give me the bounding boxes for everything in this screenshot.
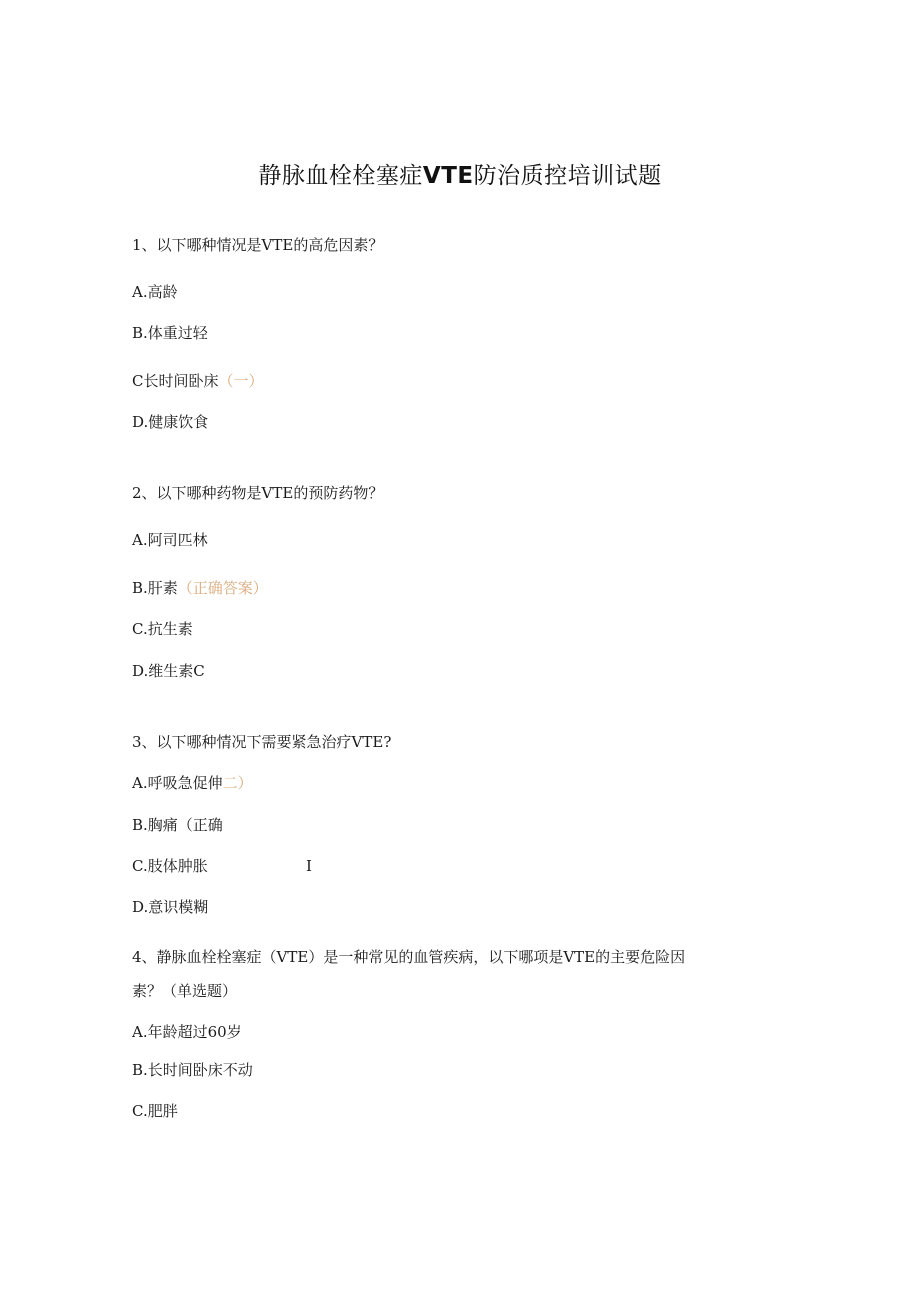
question-3-option-d: D.意识模糊 (132, 898, 209, 916)
stray-cursor-mark: I (306, 857, 312, 875)
question-1-text: 1、以下哪种情况是VTE的高危因素？ (132, 236, 384, 254)
question-4-option-c: C.肥胖 (132, 1102, 178, 1120)
title-part-1: 静脉血栓栓塞症 (258, 163, 423, 189)
option-text: B.肝素 (132, 579, 178, 597)
question-4-text-line-1: 4、静脉血栓栓塞症（VTE）是一种常见的血管疾病，以下哪项是VTE的主要危险因 (132, 948, 686, 966)
question-4-text-line-2: 素？（单选题） (132, 982, 238, 1000)
question-2-text: 2、以下哪种药物是VTE的预防药物？ (132, 484, 384, 502)
question-2-option-b (132, 577, 268, 599)
option-text: A.呼吸急促伸 (132, 774, 223, 792)
question-2-option-a: A.阿司匹林 (132, 531, 208, 549)
question-4-option-b: B.长时间卧床不动 (132, 1061, 253, 1079)
question-1-option-c (132, 370, 264, 392)
question-1-option-d: D.健康饮食 (132, 413, 209, 431)
title-part-3: 防治质控培训试题 (473, 163, 662, 189)
question-1-option-a: A.高龄 (132, 283, 178, 301)
question-3-option-a (132, 772, 253, 794)
question-3-text: 3、以下哪种情况下需要紧急治疗VTE? (132, 733, 392, 751)
option-text: C长时间卧床 (132, 372, 219, 390)
question-3-option-c: C.肢体肿胀 (132, 857, 208, 875)
question-3-option-b: B.胸痛（正确 (132, 816, 223, 834)
answer-annotation: （正确答案） (177, 579, 268, 597)
answer-annotation: （一） (218, 372, 264, 390)
question-1-option-b: B.体重过轻 (132, 324, 208, 342)
answer-annotation: 二） (222, 774, 253, 792)
question-2-option-c: C.抗生素 (132, 620, 193, 638)
page-title (0, 160, 920, 192)
title-part-2: VTE (422, 163, 474, 189)
question-2-option-d: D.维生素C (132, 662, 205, 680)
question-4-option-a: A.年龄超过60岁 (132, 1023, 242, 1041)
